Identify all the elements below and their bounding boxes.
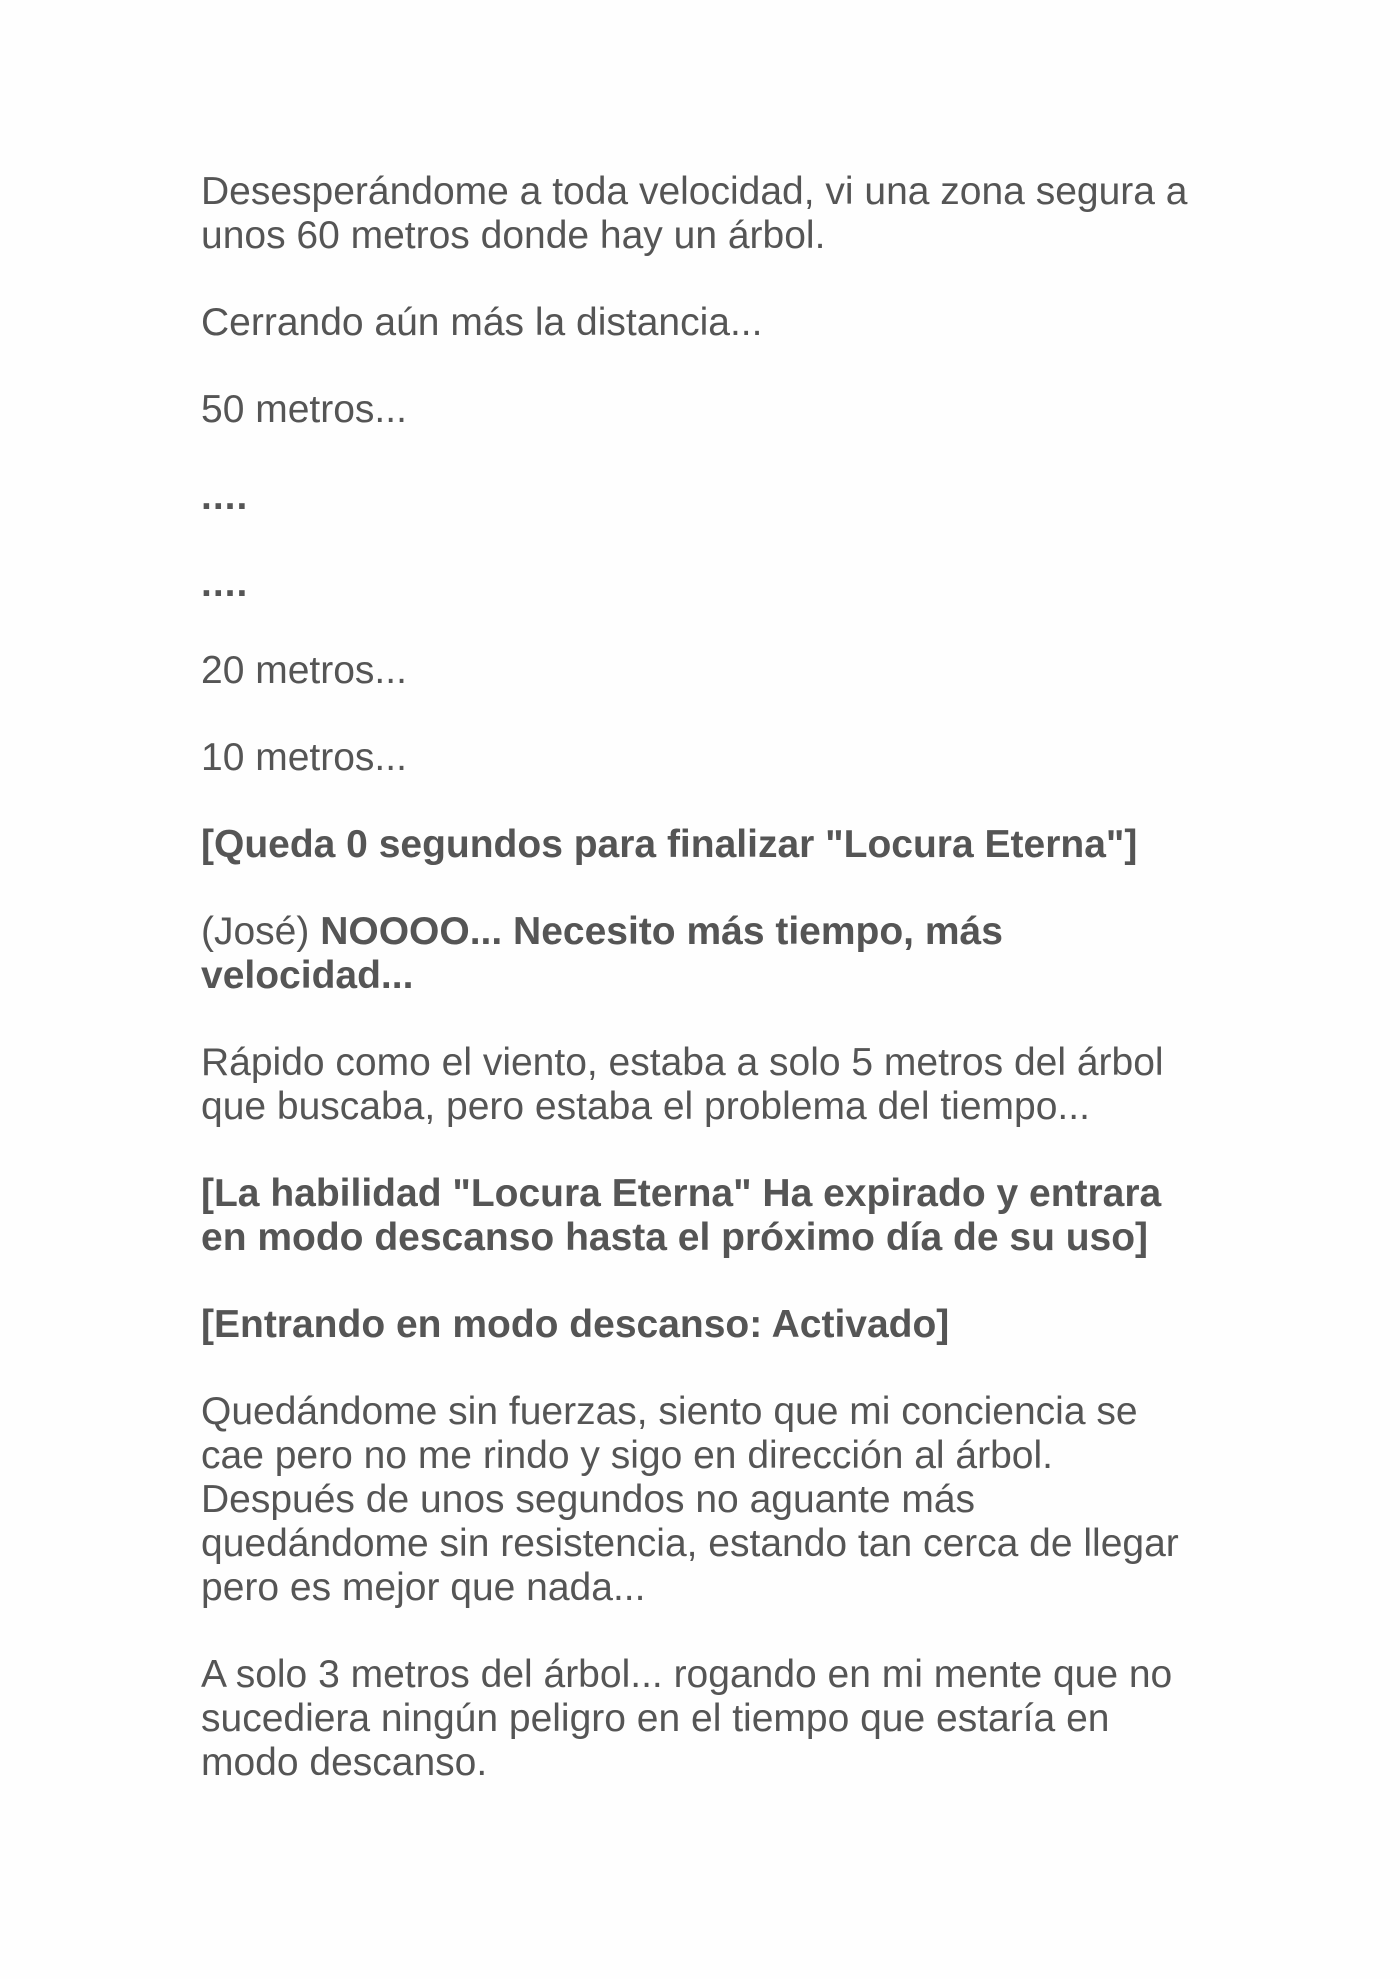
paragraph-safe-zone: Desesperándome a toda velocidad, vi una zona segura a unos 60 metros donde hay un árbol. (201, 170, 1188, 257)
system-message-rest-mode: [Entrando en modo descanso: Activado] (201, 1303, 950, 1346)
paragraph-3-meters: A solo 3 metros del árbol... rogando en mi mente que no sucediera ningún peligro en el tiempo que estaría en modo descanso. (201, 1653, 1173, 1784)
system-message-countdown: [Queda 0 segundos para finalizar "Locura Eterna"] (201, 823, 1138, 866)
paragraph-20-meters: 20 metros... (201, 649, 407, 692)
document-body (201, 170, 1201, 1828)
dialogue-speaker: (José) (201, 910, 310, 953)
paragraph-closing-distance: Cerrando aún más la distancia... (201, 301, 763, 344)
system-message-skill-expired: [La habilidad "Locura Eterna" Ha expirado y entrara en modo descanso hasta el próximo día de su uso] (201, 1172, 1162, 1259)
paragraph-50-meters: 50 metros... (201, 388, 407, 431)
paragraph-10-meters: 10 metros... (201, 736, 407, 779)
paragraph-ellipsis-1: .... (201, 475, 249, 518)
paragraph-fast-as-wind: Rápido como el viento, estaba a solo 5 metros del árbol que buscaba, pero estaba el problema del tiempo... (201, 1041, 1164, 1128)
paragraph-ellipsis-2: .... (201, 562, 249, 605)
paragraph-losing-strength: Quedándome sin fuerzas, siento que mi conciencia se cae pero no me rindo y sigo en dirección al árbol. Después de unos segundos no aguante más quedándome sin resistencia, estando tan cerca de llegar pero es mejor que nada... (201, 1390, 1179, 1609)
dialogue-jose (201, 910, 1201, 998)
dialogue-line: NOOOO... Necesito más tiempo, más velocidad... (201, 910, 1003, 997)
